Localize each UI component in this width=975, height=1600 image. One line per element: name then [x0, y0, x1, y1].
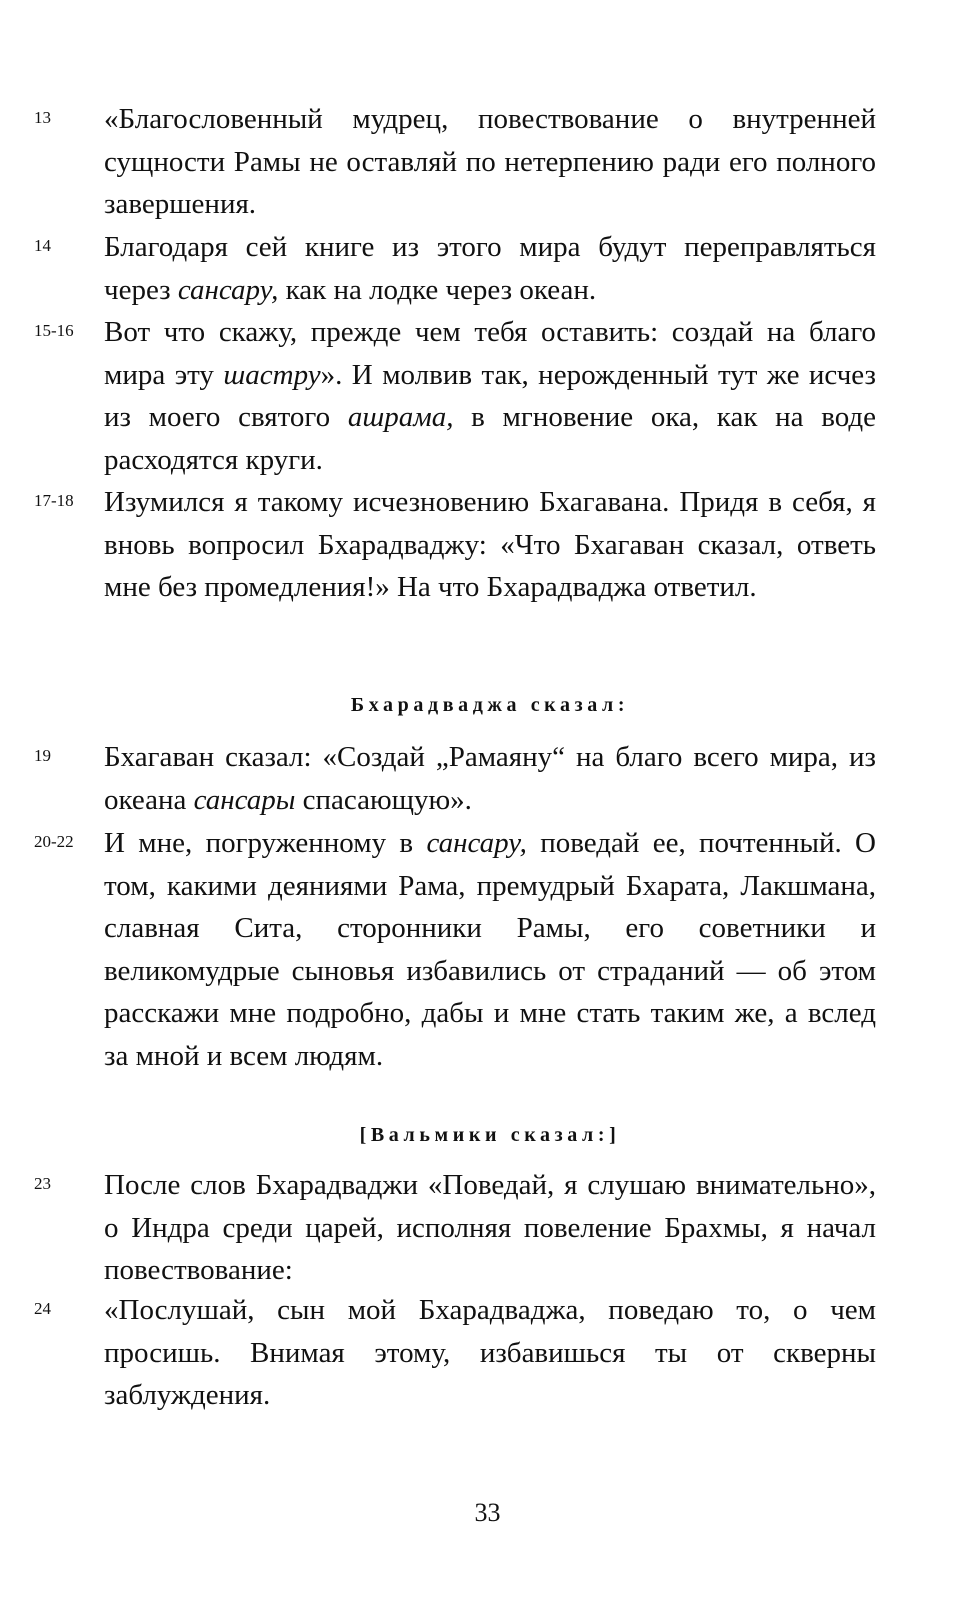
verse-text [104, 481, 876, 609]
italic-term: сансары [193, 783, 296, 816]
italic-term: ашрама, [347, 401, 454, 433]
verse-number: 19 [34, 746, 51, 765]
italic-term: шастру [223, 358, 321, 391]
verse-number: 24 [34, 1299, 51, 1318]
text-run: «Послушай, сын мой Бхарадваджа, поведаю то, о чем просишь. Внимая этому, избавишься ты от скверны заблуждения. [104, 1294, 876, 1411]
verse-number: 20-22 [34, 832, 74, 851]
text-run: «Благословенный мудрец, повествование о внутренней сущности Рамы не оставляй по нетерпению ради его полного завершения. [104, 103, 876, 220]
verse-text [104, 311, 876, 481]
section-heading-bharadvaja: Бхарадваджа сказал: [350, 694, 630, 716]
verse-number: 14 [34, 236, 51, 255]
italic-term: сансару, [177, 273, 279, 306]
text-run: Вот что скажу, прежде чем тебя оставить: создай на благо мира эту [104, 316, 876, 391]
text-run: Благодаря сей книге из этого мира будут переправляться через [104, 231, 876, 306]
verse-text [104, 736, 876, 821]
text-run: Бхагаван сказал: «Создай „Рамаяну“ на благо всего мира, из океана [104, 741, 876, 816]
text-run: в мгновение ока, как на воде расходятся круги. [104, 401, 876, 476]
verse-text [104, 226, 876, 311]
text-run: Изумился я такому исчезновению Бхагавана. Придя в себя, я вновь вопросил Бхарадваджу: «Что Бхагаван сказал, ответь мне без промедления!» На что Бхарадваджа ответил. [104, 486, 876, 603]
section-heading-valmiki: [Вальмики сказал:] [359, 1124, 621, 1146]
text-run: как на лодке через океан. [278, 273, 597, 306]
verse-number: 15-16 [34, 321, 74, 340]
verse-number: 13 [34, 108, 51, 127]
verse-text [104, 1164, 876, 1292]
verse-text [104, 98, 876, 226]
italic-term: сансару, [426, 827, 527, 859]
verse-text [104, 1289, 876, 1417]
text-run: поведай ее, почтенный. О том, какими деяниями Рама, премудрый Бхарата, Лакшмана, славная Сита, сторонники Рамы, его советники и великомудрые сыновья избавились от страданий — об этом расскажи мне подробно, дабы и мне стать таким же, а вслед за мной и всем людям. [104, 827, 876, 1072]
text-run: И мне, погруженному в [104, 827, 427, 859]
text-run: После слов Бхарадваджи «Поведай, я слушаю внимательно», о Индра среди царей, исполняя повеление Брахмы, я начал повествование: [104, 1169, 876, 1286]
verse-text [104, 822, 876, 1077]
verse-number: 17-18 [34, 491, 74, 510]
text-run: спасающую». [295, 783, 472, 816]
verse-number: 23 [34, 1174, 51, 1193]
page-number: 33 [474, 1498, 501, 1527]
text-run: ». И молвив так, нерожденный тут же исчез из моего святого [104, 358, 876, 433]
